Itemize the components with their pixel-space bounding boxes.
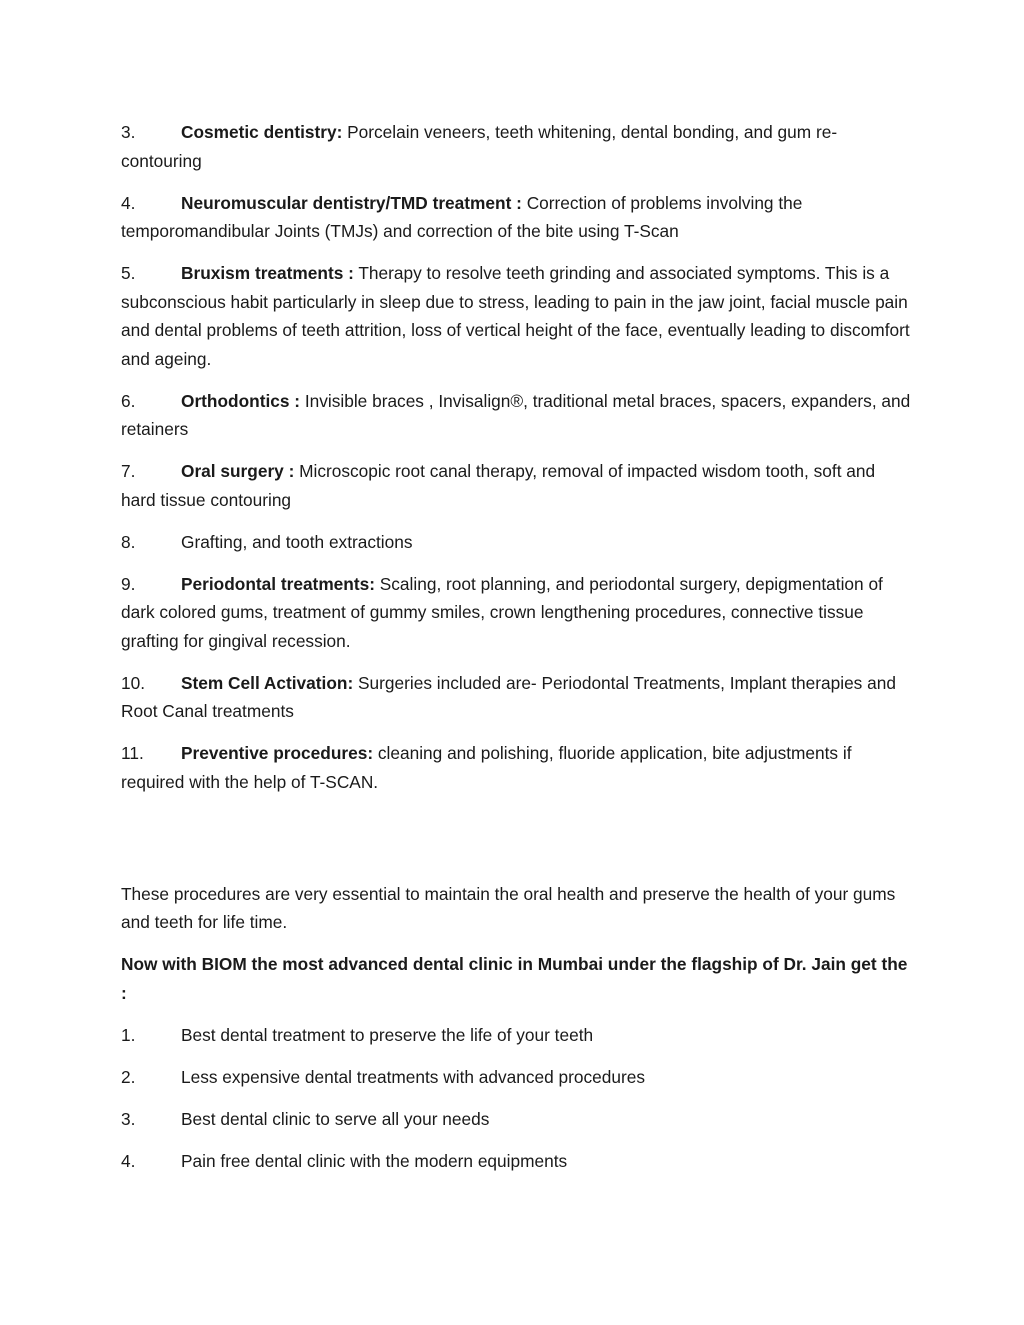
list-text: cleaning and polishing, fluoride application, bite adjustments if required with the help of T-SCAN. [121,743,852,792]
list-heading: Stem Cell Activation: [181,672,354,693]
list-item-grafting [121,528,911,557]
list-text: Surgeries included are- Periodontal Treatments, Implant therapies and Root Canal treatments [121,672,896,721]
list-number: 6. [121,390,136,411]
list-heading: Oral surgery : [181,461,295,481]
benefit-item [121,1147,911,1176]
list-text: Invisible braces , Invisalign®, traditional metal braces, spacers, expanders, and retainers [121,390,911,439]
benefit-item [121,1105,911,1134]
list-text: Scaling, root planning, and periodontal surgery, depigmentation of dark colored gums, treatment of gummy smiles, crown lengthening procedures, connective tissue grafting for gingival recession. [121,573,883,651]
list-heading: Bruxism treatments : [181,263,354,283]
benefit-text: Less expensive dental treatments with advanced procedures [181,1066,645,1087]
document-page [121,118,911,1189]
list-item-neuromuscular [121,189,911,246]
list-number: 5. [121,263,136,283]
list-heading: Orthodontics : [181,390,301,411]
list-number: 3. [121,1108,136,1129]
list-item-orthodontics [121,387,911,444]
list-item-stem-cell [121,669,911,726]
list-number: 11. [121,743,144,763]
list-text: Porcelain veneers, teeth whitening, dental bonding, and gum re-contouring [121,122,838,171]
benefit-item [121,1063,911,1092]
benefit-text: Best dental clinic to serve all your needs [181,1108,490,1129]
list-number: 4. [121,192,136,213]
list-number: 9. [121,573,136,594]
list-heading: Neuromuscular dentistry/TMD treatment : [181,192,522,213]
intro-paragraph: These procedures are very essential to maintain the oral health and preserve the health of your gums and teeth for life time. [121,883,896,932]
list-item-cosmetic [121,118,911,175]
list-number: 1. [121,1024,136,1045]
list-item-preventive [121,739,911,796]
list-text: Grafting, and tooth extractions [181,531,413,552]
benefit-item [121,1021,911,1050]
list-heading: Preventive procedures: [181,743,374,763]
benefit-text: Pain free dental clinic with the modern equipments [181,1150,568,1171]
list-heading: Cosmetic dentistry: [181,122,343,142]
cta-heading: Now with BIOM the most advanced dental clinic in Mumbai under the flagship of Dr. Jain get the : [121,954,908,1003]
benefit-text: Best dental treatment to preserve the life of your teeth [181,1024,594,1045]
list-number: 4. [121,1150,136,1171]
list-item-oral-surgery [121,457,911,514]
spacer [121,810,911,880]
list-number: 7. [121,461,136,481]
list-item-bruxism [121,259,911,373]
list-text: Microscopic root canal therapy, removal of impacted wisdom tooth, soft and hard tissue contouring [121,461,876,510]
list-item-periodontal [121,570,911,656]
list-number: 3. [121,122,136,142]
list-text: Correction of problems involving the temporomandibular Joints (TMJs) and correction of the bite using T-Scan [121,192,803,241]
list-number: 2. [121,1066,136,1087]
list-text: Therapy to resolve teeth grinding and associated symptoms. This is a subconscious habit particularly in sleep due to stress, leading to pain in the jaw joint, facial muscle pain and dental problems of teeth attrition, loss of vertical height of the face, eventually leading to discomfort and ageing. [121,263,910,369]
list-heading: Periodontal treatments: [181,573,375,594]
list-number: 10. [121,672,146,693]
list-number: 8. [121,531,136,552]
